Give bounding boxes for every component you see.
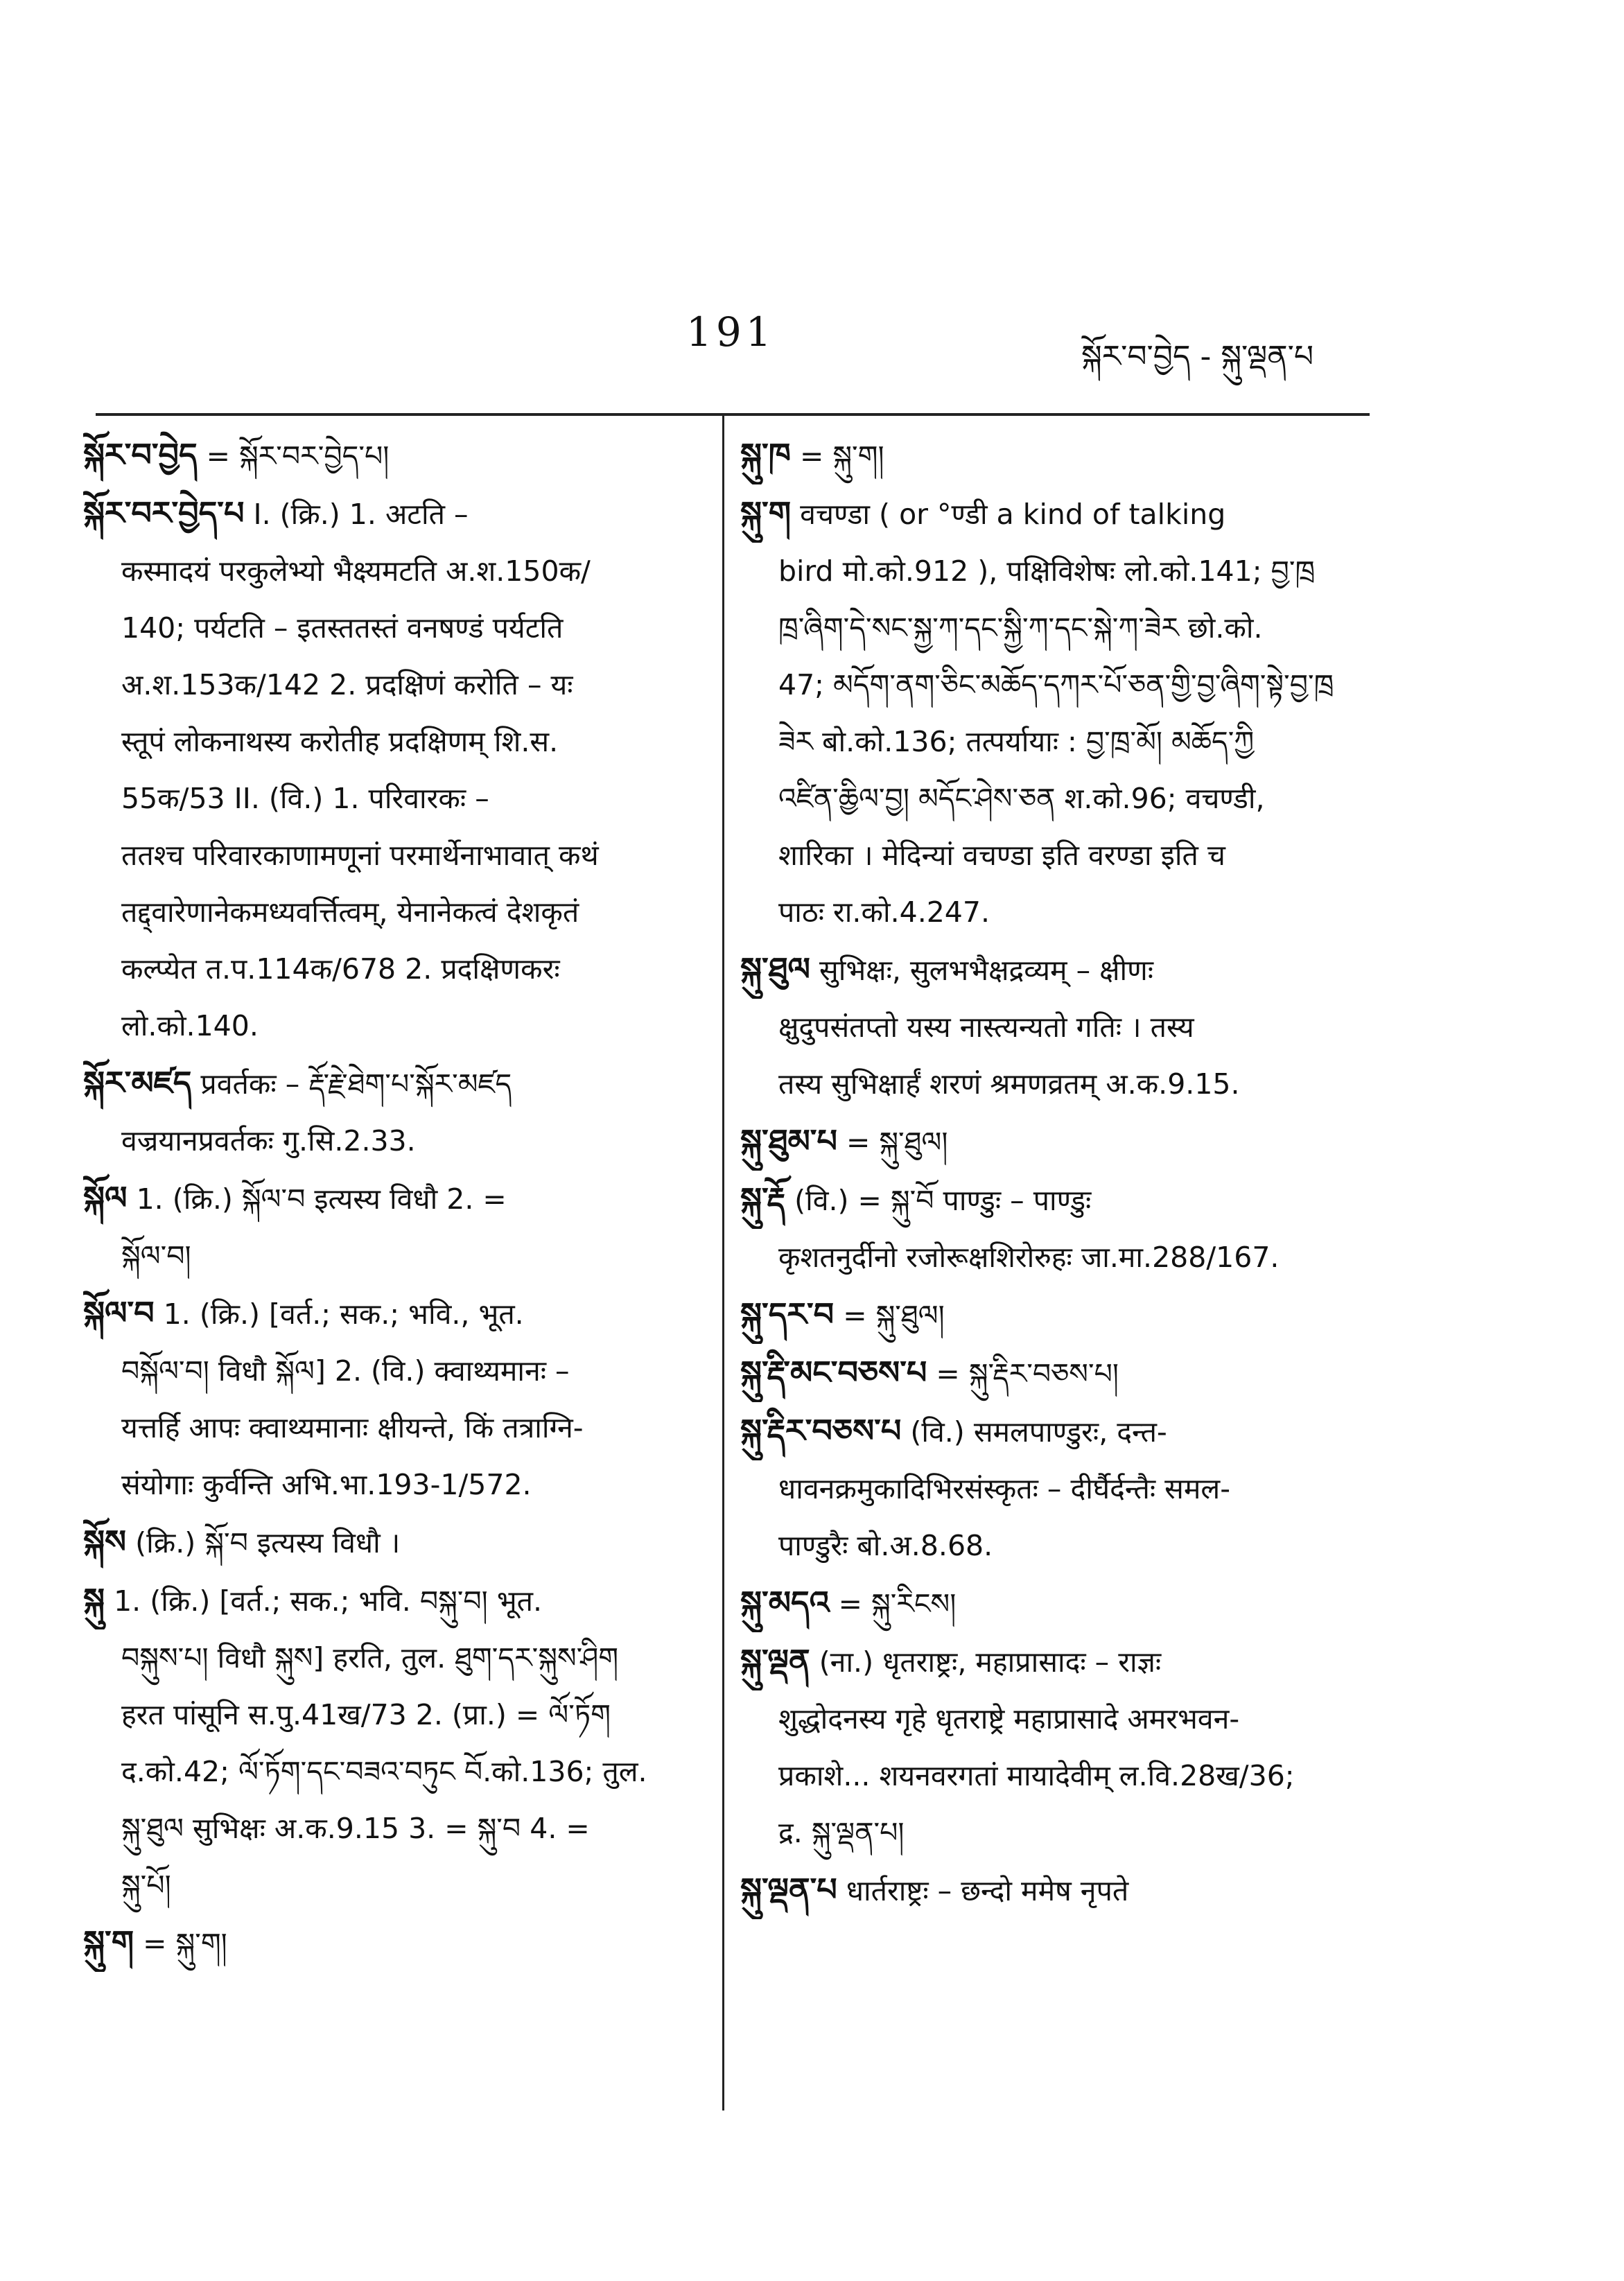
headword: སྐུ་ཁ	[740, 436, 791, 473]
entry-line	[83, 1743, 710, 1800]
headword: སྐུ་ག	[83, 1923, 134, 1961]
page-header	[0, 308, 1624, 374]
entry-line	[740, 1229, 1368, 1286]
dictionary-entry	[83, 1169, 710, 1284]
entry-text: (ना.) धृतराष्ट्रः, महाप्रासादः – राज्ञः	[810, 1645, 1162, 1679]
headword: སྐོལ་བ	[83, 1294, 155, 1331]
headword: སྐུ་ཐུལ	[740, 950, 810, 988]
entry-text: धार्तराष्ट्रः – छन्दो ममेष नृपते	[837, 1874, 1129, 1907]
entry-text: I. (क्रि.) 1. अटति –	[244, 498, 469, 531]
dictionary-entry	[83, 1054, 710, 1169]
entry-text: वज्रयानप्रवर्तकः गु.सि.2.33.	[121, 1124, 416, 1157]
dictionary-entry	[740, 941, 1368, 1112]
entry-line	[740, 1171, 1368, 1229]
entry-line	[83, 426, 710, 484]
headword: སྐོར་མཛད	[83, 1064, 192, 1101]
entry-text: (वि.) समलपाण्डुरः, दन्त-	[901, 1415, 1167, 1449]
entry-line	[740, 1460, 1368, 1517]
entry-line	[83, 656, 710, 713]
headword: སྐུ་མདའ	[740, 1584, 830, 1621]
entry-line	[740, 1690, 1368, 1747]
dictionary-entry	[740, 484, 1368, 941]
entry-line	[740, 1804, 1368, 1861]
running-head: སྐོར་བ་བྱེད - སྐུ་ལྡན་པ	[1081, 339, 1314, 374]
dictionary-entry	[740, 1861, 1368, 1919]
entry-line	[740, 1574, 1368, 1632]
entry-text: प्रकाशे... शयनवरगतां मायादेवीम् ल.वि.28ख/36;	[778, 1759, 1295, 1792]
entry-line	[83, 713, 710, 770]
entry-line	[83, 1800, 710, 1857]
entry-line	[83, 770, 710, 827]
entry-line	[740, 543, 1368, 600]
dictionary-entry	[83, 484, 710, 1054]
entry-text: पाठः रा.को.4.247.	[778, 895, 990, 929]
headword: སྐོར་བ་བྱེད	[83, 436, 198, 473]
entry-line	[740, 1056, 1368, 1112]
entry-text: = སྐུ་ཐུལ།	[834, 1299, 945, 1332]
entry-text: = སྐུ་ག།	[790, 439, 884, 473]
headword: སྐུ་དར་བ	[740, 1295, 835, 1333]
entry-line	[83, 997, 710, 1054]
entry-text: = སྐོར་བར་བྱེད་པ།	[197, 439, 390, 473]
dictionary-entry	[83, 1571, 710, 1914]
entry-text: འཛིན་ཆྱིལ་བྱ། མདོང་ཤེས་ཅན श.को.96; वचण्डी,	[778, 782, 1265, 815]
entry-line	[740, 1517, 1368, 1574]
entry-line	[83, 543, 710, 600]
headword: སྐུ་ག	[740, 494, 792, 532]
entry-text: བསྐོལ་བ། विधौ སྐོལ] 2. (वि.) क्वाथ्यमानः –	[121, 1354, 570, 1388]
entry-text: कस्मादयं परकुलेभ्यो भैक्ष्यमटति अ.श.150क/	[121, 554, 591, 588]
header-rule	[96, 413, 1370, 416]
column-divider	[722, 416, 724, 2110]
entry-line	[740, 484, 1368, 543]
entry-text: वचण्डा ( or °ण्डी a kind of talking	[791, 498, 1226, 531]
entry-line	[740, 1344, 1368, 1402]
entry-text: 1. (क्रि.) [वर्त.; सक.; भवि. བསྐུ་བ། भूत.	[105, 1584, 543, 1618]
entry-text: སྐོལ་བ།	[121, 1239, 191, 1273]
entry-line	[83, 827, 710, 884]
entry-text: लो.को.140.	[121, 1009, 259, 1042]
entry-line	[83, 1227, 710, 1284]
dictionary-entry	[740, 1574, 1368, 1632]
left-column	[83, 426, 710, 1972]
entry-line	[740, 941, 1368, 999]
entry-text: 47; མདོག་ནག་ཅིང་མཆོད་དཀར་པོ་ཅན་གྱི་བྱ་ཞིག་སྟེ་བྱ་ཁྲ	[778, 668, 1334, 701]
entry-line	[740, 770, 1368, 827]
dictionary-entry	[83, 1914, 710, 1972]
entry-text: ཁྲ་ཞིག་དེ་སང་སྐྱ་ཀ་དང་སྐྱི་ཀ་དང་སྐེ་ཀ་ཟེར छो.को.	[778, 611, 1263, 645]
entry-line	[740, 827, 1368, 884]
headword: སྐུ་ལྡན་པ	[740, 1871, 837, 1908]
entry-text: = སྐུ་ག།	[134, 1927, 227, 1960]
entry-text: यत्तर्हि आपः क्वाथ्यमानाः क्षीयन्ते, किं तत्राग्नि-	[121, 1411, 584, 1444]
entry-text: सुभिक्षः, सुलभभैक्षद्रव्यम् – क्षीणः	[810, 954, 1154, 987]
entry-text: संयोगाः कुर्वन्ति अभि.भा.193-1/572.	[121, 1468, 532, 1501]
entry-line	[740, 426, 1368, 484]
entry-line	[83, 1054, 710, 1112]
dictionary-entry	[83, 426, 710, 484]
entry-text: ཟེར बो.को.136; तत्पर्यायाः : བྱ་ཁྲ་མོ། མཆོད་ཀྱི	[778, 725, 1255, 758]
headword: སྐུ་ཐུམ་པ	[740, 1122, 837, 1160]
entry-text: तस्य सुभिक्षार्हं शरणं श्रमणव्रतम् अ.क.9.15.	[778, 1067, 1240, 1101]
entry-line	[83, 1571, 710, 1629]
entry-line	[83, 1112, 710, 1169]
entry-text: अ.श.153क/142 2. प्रदक्षिणं करोति – यः	[121, 668, 573, 701]
entry-line	[83, 1914, 710, 1972]
entry-line	[83, 1284, 710, 1343]
headword: སྐུ་རྡོ	[740, 1180, 786, 1218]
entry-line	[83, 1456, 710, 1513]
entry-text: = སྐུ་ཐུལ།	[837, 1126, 948, 1159]
entry-text: तद्द्वारेणानेकमध्यवर्त्तित्वम्, येनानेकत्वं देशकृतं	[121, 895, 579, 929]
entry-text: སྐུ་པོ།	[121, 1869, 171, 1902]
entry-line	[83, 1857, 710, 1914]
entry-line	[83, 1169, 710, 1227]
entry-line	[740, 1286, 1368, 1344]
entry-text: 55क/53 II. (वि.) 1. परिवारकः –	[121, 782, 489, 815]
entry-line	[83, 1399, 710, 1456]
entry-text: कृशतनुर्दीनो रजोरूक्षशिरोरुहः जा.मा.288/167.	[778, 1241, 1280, 1274]
dictionary-entry	[740, 1402, 1368, 1574]
entry-line	[83, 1343, 710, 1399]
entry-text: བསྐུས་པ། विधौ སྐུས] हरति, तुल. ཐུག་དར་སྐུས་ཤིག	[121, 1641, 619, 1675]
entry-line	[83, 600, 710, 656]
entry-text: ततश्च परिवारकाणामणूनां परमार्थेनाभावात् कथं	[121, 839, 599, 872]
entry-line	[740, 1402, 1368, 1460]
entry-text: = སྐུ་རྡིར་བཅས་པ།	[927, 1357, 1119, 1390]
headword: སྐོས	[83, 1523, 127, 1560]
entry-line	[740, 600, 1368, 656]
page-number: 191	[686, 308, 776, 356]
entry-line	[740, 1112, 1368, 1171]
dictionary-entry	[740, 1171, 1368, 1286]
entry-line	[83, 1629, 710, 1686]
entry-text: bird मो.को.912 ), पक्षिविशेषः लो.को.141; བྱ་ཁྲ	[778, 554, 1316, 588]
entry-line	[740, 999, 1368, 1056]
entry-text: (वि.) = སྐུ་བོ पाण्डुः – पाण्डुः	[785, 1184, 1092, 1217]
dictionary-entry	[740, 1344, 1368, 1402]
entry-line	[83, 1513, 710, 1571]
entry-line	[83, 884, 710, 941]
entry-line	[740, 656, 1368, 713]
entry-line	[83, 1686, 710, 1743]
entry-text: धावनक्रमुकादिभिरसंस्कृतः – दीर्घैर्दन्तैः समल-	[778, 1472, 1230, 1505]
entry-text: = སྐུ་རིངས།	[829, 1587, 957, 1620]
entry-text: द.को.42; ལོ་ཏོག་དང་བཟའ་བཏུང བོ.को.136; तुल.	[121, 1755, 647, 1788]
dictionary-entry	[740, 1632, 1368, 1861]
headword: སྐོལ	[83, 1179, 128, 1216]
entry-text: शारिका । मेदिन्यां वचण्डा इति वरण्डा इति च	[778, 839, 1225, 872]
headword: སྐུ་རྡིར་བཅས་པ	[740, 1412, 902, 1449]
entry-line	[83, 484, 710, 543]
headword: སྐུ་ལྡན	[740, 1642, 810, 1679]
entry-text: སྐུ་ཐུལ सुभिक्षः अ.क.9.15 3. = སྐུ་བ 4. =	[121, 1812, 590, 1845]
entry-text: कल्प्येत त.प.114क/678 2. प्रदक्षिणकरः	[121, 952, 560, 986]
entry-text: प्रवर्तकः – རྡོ་རྗེ་ཐེག་པ་སྐོར་མཛད	[191, 1067, 512, 1101]
entry-line	[740, 1632, 1368, 1690]
entry-text: 1. (क्रि.) [वर्त.; सक.; भवि., भूत.	[154, 1297, 524, 1331]
headword: སྐོར་བར་བྱེད་པ	[83, 494, 245, 532]
entry-text: द्र. སྐུ་ལྡན་པ།	[778, 1816, 905, 1849]
entry-text: पाण्डुरैः बो.अ.8.68.	[778, 1529, 993, 1562]
entry-text: 1. (क्रि.) སྐོལ་བ इत्यस्य विधौ 2. =	[127, 1182, 507, 1216]
headword: སྐུ	[83, 1581, 105, 1618]
entry-text: स्तूपं लोकनाथस्य करोतीह प्रदक्षिणम् शि.स.	[121, 725, 559, 758]
entry-line	[740, 713, 1368, 770]
entry-text: क्षुदुपसंतप्तो यस्य नास्त्यन्यतो गतिः । तस्य	[778, 1011, 1194, 1044]
right-column	[740, 426, 1368, 1919]
entry-text: 140; पर्यटति – इतस्ततस्तं वनषण्डं पर्यटति	[121, 611, 564, 645]
dictionary-entry	[740, 1112, 1368, 1171]
dictionary-entry	[83, 1513, 710, 1571]
headword: སྐུ་རྡི་མང་བཅས་པ	[740, 1354, 927, 1391]
entry-line	[740, 1861, 1368, 1919]
entry-line	[740, 884, 1368, 941]
dictionary-entry	[83, 1284, 710, 1513]
entry-line	[83, 941, 710, 997]
entry-text: हरत पांसूनि स.पु.41ख/73 2. (प्रा.) = ལོ་ཏོག	[121, 1698, 611, 1731]
entry-text: (क्रि.) སྐོ་བ इत्यस्य विधौ ।	[126, 1526, 401, 1559]
entry-line	[740, 1747, 1368, 1804]
dictionary-entry	[740, 426, 1368, 484]
entry-text: शुद्धोदनस्य गृहे धृतराष्ट्रे महाप्रासादे अमरभवन-	[778, 1702, 1240, 1736]
dictionary-entry	[740, 1286, 1368, 1344]
